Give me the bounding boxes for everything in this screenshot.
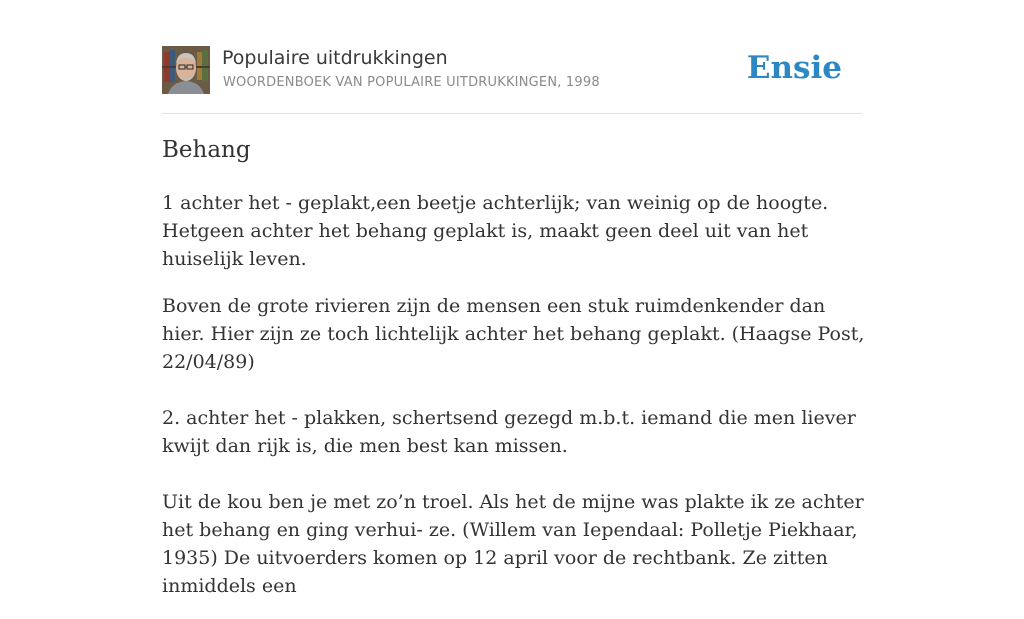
source-title[interactable]: Populaire uitdrukkingen (222, 47, 448, 69)
author-avatar[interactable] (162, 46, 210, 94)
source-subtitle: WOORDENBOEK VAN POPULAIRE UITDRUKKINGEN, 1998 (223, 75, 600, 90)
entry-paragraph: 1 achter het - geplakt,een beetje achterlijk; van weinig op de hoogte. Hetgeen achter het behang geplakt is, maakt geen deel uit van het huiselijk leven. (162, 192, 829, 270)
author-portrait-icon (162, 46, 210, 94)
entry-paragraph: Boven de grote rivieren zijn de mensen een stuk ruimdenkender dan hier. Hier zijn ze toch lichtelijk achter het behang geplakt. (Haagse Post, 22/04/89) 2. achter het - plakken, schertsend gezegd m.b.t. iemand die men liever kwijt dan rijk is, die men best kan missen. Uit de kou ben je met zo’n troel. Als het de mijne was plakte ik ze achter het behang en ging verhui- ze. (Willem van Iependaal: Polletje Piekhaar, 1935) De uitvoerders komen op 12 april voor de rechtbank. Ze zitten inmiddels een (162, 295, 865, 597)
entry-body (162, 189, 867, 619)
entry-title: Behang (162, 137, 251, 163)
brand-logo[interactable]: Ensie (746, 50, 842, 86)
header-divider (162, 113, 862, 114)
source-header (162, 46, 862, 96)
